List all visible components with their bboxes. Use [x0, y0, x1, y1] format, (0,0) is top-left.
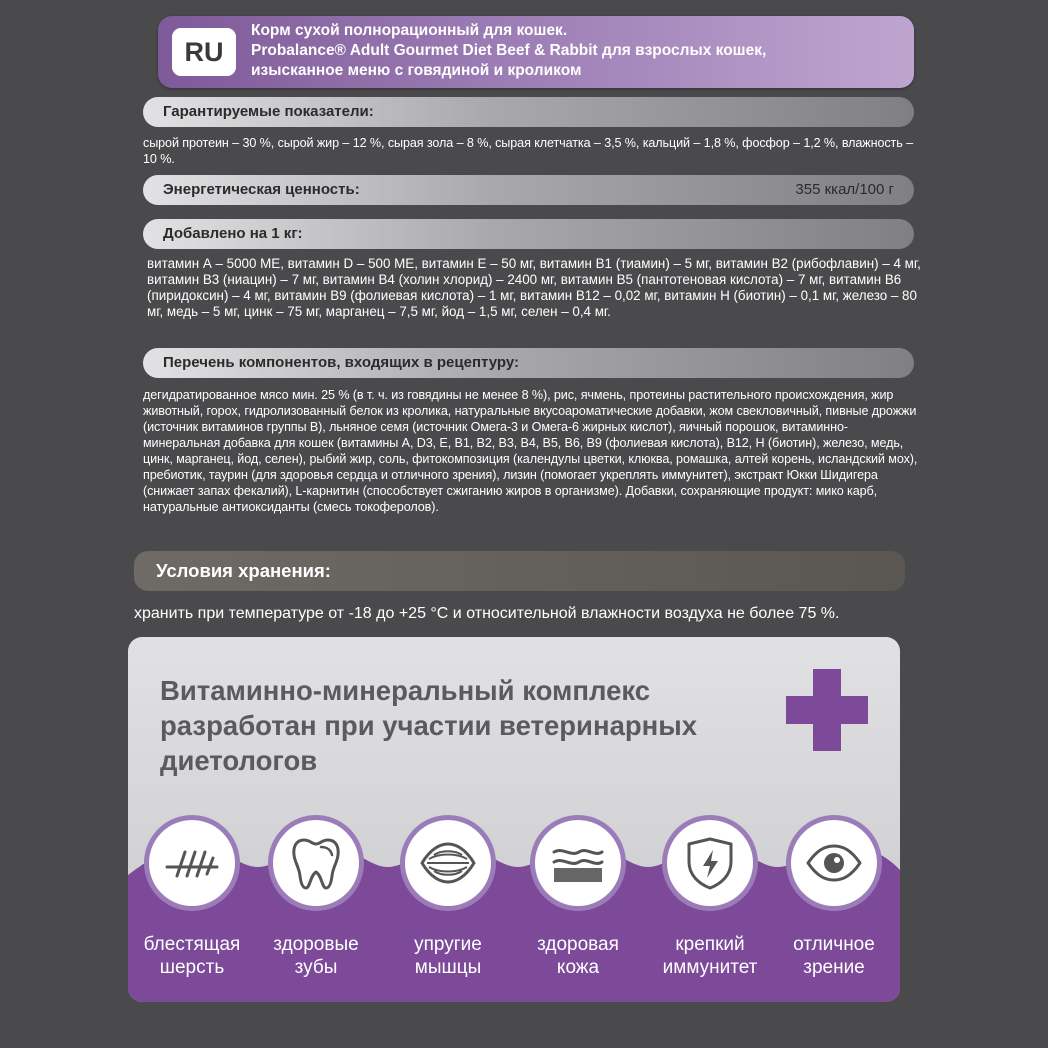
feature-label	[390, 933, 506, 979]
plus-icon	[786, 669, 868, 751]
promo-title: Витаминно-минеральный комплекс разработан при участии ветеринарных диетологов	[160, 675, 698, 776]
feature-item	[134, 815, 250, 1002]
feature-label-line: зубы	[294, 957, 338, 978]
skin-icon	[549, 834, 607, 892]
feature-label-line: мышцы	[414, 957, 482, 978]
feature-item	[258, 815, 374, 1002]
eye-icon	[805, 834, 863, 892]
section-bar-added	[143, 219, 914, 249]
feature-label-line: зрение	[803, 957, 865, 978]
feature-item	[390, 815, 506, 1002]
shield-icon	[681, 834, 739, 892]
feature-label	[258, 933, 374, 979]
section-title: Перечень компонентов, входящих в рецептуру:	[163, 354, 519, 371]
feature-label	[776, 933, 892, 979]
feature-item	[652, 815, 768, 1002]
feature-label	[652, 933, 768, 979]
product-title-line: Корм сухой полнорационный для кошек.	[251, 22, 568, 39]
storage-text: хранить при температуре от -18 до +25 °C и относительной влажности воздуха не более 75 %.	[134, 605, 840, 622]
section-bar-storage	[134, 551, 905, 591]
feature-label	[134, 933, 250, 979]
fur-icon	[163, 834, 221, 892]
feature-item	[776, 815, 892, 1002]
feature-label-line: отличное	[793, 934, 875, 955]
tooth-icon	[287, 834, 345, 892]
feature-icon-circle	[268, 815, 364, 911]
section-title: Добавлено на 1 кг:	[163, 225, 303, 242]
section-title: Гарантируемые показатели:	[163, 103, 374, 120]
feature-label-line: здоровая	[537, 934, 619, 955]
feature-icon-circle	[144, 815, 240, 911]
feature-label-line: блестящая	[143, 934, 241, 955]
muscle-icon	[419, 834, 477, 892]
feature-icon-circle	[400, 815, 496, 911]
vitamins-text: витамин А – 5000 МЕ, витамин D – 500 МЕ, витамин Е – 50 мг, витамин В1 (тиамин) – 5 мг, витамин В2 (рибофлавин) – 4 мг, витамин В3 (ниацин) – 7 мг, витамин В4 (холин хлорид) – 2400 мг, витамин В5 (пантотеновая кислота) – 7 мг, витамин В6 (пиридоксин) – 4 мг, витамин В9 (фолиевая кислота) – 1 мг, витамин В12 – 0,02 мг, витамин Н (биотин) – 0,1 мг, железо – 80 мг, медь – 5 мг, цинк – 75 мг, марганец – 7,5 мг, йод – 1,5 мг, селен – 0,4 мг.	[147, 256, 921, 319]
feature-icon-circle	[530, 815, 626, 911]
feature-icon-circle	[662, 815, 758, 911]
product-title-line: изысканное меню с говядиной и кроликом	[251, 62, 582, 79]
guaranteed-text: сырой протеин – 30 %, сырой жир – 12 %, сырая зола – 8 %, сырая клетчатка – 3,5 %, кальций – 1,8 %, фосфор – 1,2 %, влажность – 10 %.	[143, 136, 913, 166]
product-title-line: Probalance® Adult Gourmet Diet Beef & Rabbit для взрослых кошек,	[251, 42, 767, 59]
promo-card	[128, 637, 900, 1002]
section-bar-energy	[143, 175, 914, 205]
feature-label	[520, 933, 636, 979]
feature-label-line: шерсть	[159, 957, 225, 978]
language-badge: RU	[172, 28, 236, 76]
feature-label-line: кожа	[556, 957, 600, 978]
feature-label-line: упругие	[414, 934, 482, 955]
section-bar-composition	[143, 348, 914, 378]
feature-list	[128, 815, 900, 1002]
section-bar-guaranteed	[143, 97, 914, 127]
feature-label-line: крепкий	[675, 934, 745, 955]
product-header	[158, 16, 914, 88]
section-title: Условия хранения:	[156, 560, 331, 581]
product-title	[251, 21, 901, 81]
feature-label-line: иммунитет	[662, 957, 758, 978]
feature-item	[520, 815, 636, 1002]
feature-icon-circle	[786, 815, 882, 911]
energy-value: 355 ккал/100 г	[795, 181, 894, 198]
feature-label-line: здоровые	[273, 934, 359, 955]
composition-text: дегидратированное мясо мин. 25 % (в т. ч. из говядины не менее 8 %), рис, ячмень, протеины растительного происхождения, жир животный, горох, гидролизованный белок из кролика, натуральные вкусоароматические добавки, жом свекловичный, пивные дрожжи (источник витаминов группы В), льняное семя (источник Омега-3 и Омега-6 жирных кислот), яичный порошок, витаминно-минеральная добавка для кошек (витамины А, D3, E, B1, B2, B3, B4, B5, B6, B9 (фолиевая кислота), B12, H (биотин), железо, медь, цинк, марганец, йод, селен), рыбий жир, соль, фитокомпозиция (календулы цветки, клюква, ромашка, алтей корень, исландский мох), пребиотик, таурин (для здоровья сердца и отличного зрения), лизин (помогает укреплять иммунитет), экстракт Юкки Шидигера (снижает запах фекалий), L-карнитин (способствует сжиганию жиров в организме). Добавки, сохраняющие продукт: мико карб, натуральные антиоксиданты (смесь токоферолов).	[143, 388, 918, 514]
section-title: Энергетическая ценность:	[163, 181, 360, 198]
